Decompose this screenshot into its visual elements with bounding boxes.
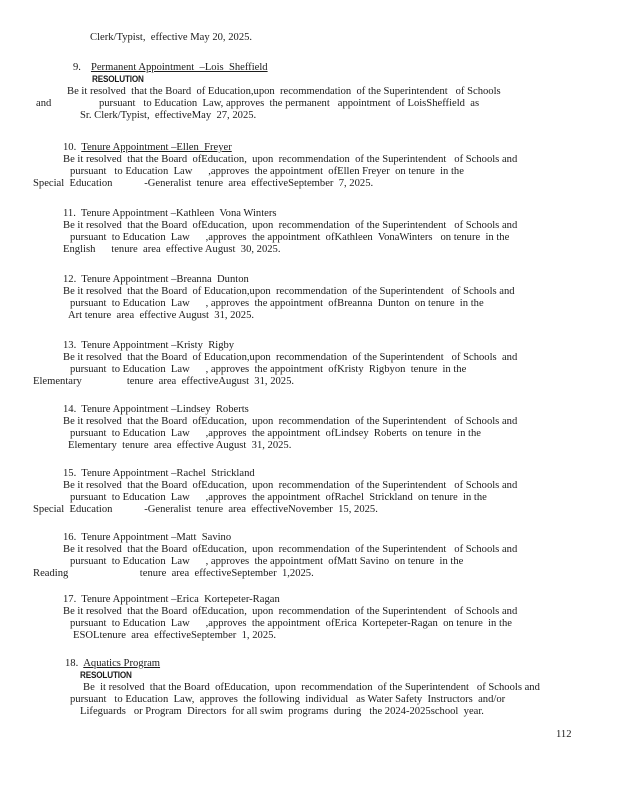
body-line: Be it resolved that the Board ofEducation, upon recommendation of the Superintendent of Schools and [63, 416, 518, 427]
body-line: Be it resolved that the Board of Education,upon recommendation of the Superintendent of Schools [67, 86, 501, 97]
item-18 [0, 658, 618, 718]
body-line: pursuant to Education Law , approves the appointment ofBreanna Dunton on tenure in the [70, 298, 484, 309]
item-13 [0, 340, 618, 388]
item-9-heading [73, 62, 618, 74]
item-12 [0, 274, 618, 322]
item-14 [0, 404, 618, 452]
body-line: Be it resolved that the Board of Education,upon recommendation of the Superintendent of Schools and [63, 286, 515, 297]
item-17-heading [63, 594, 618, 606]
item-title: Aquatics Program [83, 658, 161, 669]
resolution-label: RESOLUTION [80, 670, 132, 681]
body-line: Be it resolved that the Board ofEducation, upon recommendation of the Superintendent of Schools and [63, 220, 518, 231]
item-title: Tenure Appointment –Lindsey Roberts [81, 404, 249, 415]
body-line: and pursuant to Education Law, approves the permanent appointment of LoisSheffield as [36, 98, 480, 109]
body-line: Sr. Clerk/Typist, effectiveMay 27, 2025. [80, 110, 257, 121]
item-number: 18. [65, 658, 79, 669]
item-15 [0, 468, 618, 516]
body-line: pursuant to Education Law , approves the appointment ofKristy Rigbyon tenure in the [70, 364, 467, 375]
carryover-line: Clerk/Typist, effective May 20, 2025. [90, 32, 253, 43]
item-15-heading [63, 468, 618, 480]
body-line: Be it resolved that the Board ofEducation, upon recommendation of the Superintendent of Schools and [83, 682, 540, 693]
item-13-heading [63, 340, 618, 352]
body-line: Be it resolved that the Board of Education,upon recommendation of the Superintendent of Schools and [63, 352, 518, 363]
item-18-heading [65, 658, 618, 670]
item-title: Tenure Appointment –Matt Savino [81, 532, 232, 543]
resolution-label: RESOLUTION [92, 74, 144, 85]
body-line: Special Education -Generalist tenure area effectiveNovember 15, 2025. [33, 504, 378, 515]
body-line: pursuant to Education Law ,approves the appointment ofKathleen VonaWinters on tenure in the [70, 232, 510, 243]
item-number: 15. [63, 468, 77, 479]
item-14-heading [63, 404, 618, 416]
body-line: pursuant to Education Law ,approves the appointment ofEllen Freyer on tenure in the [70, 166, 464, 177]
body-line: pursuant to Education Law ,approves the appointment ofLindsey Roberts on tenure in the [70, 428, 482, 439]
body-line: Be it resolved that the Board ofEducation, upon recommendation of the Superintendent of Schools and [63, 154, 518, 165]
body-line: Special Education -Generalist tenure area effectiveSeptember 7, 2025. [33, 178, 374, 189]
item-title: Tenure Appointment –Erica Kortepeter-Ragan [81, 594, 280, 605]
body-line: ESOLtenure area effectiveSeptember 1, 2025. [73, 630, 277, 641]
item-number: 12. [63, 274, 77, 285]
item-title: Tenure Appointment –Kathleen Vona Winters [80, 208, 277, 219]
body-line: Be it resolved that the Board ofEducation, upon recommendation of the Superintendent of Schools and [63, 606, 518, 617]
body-line: Be it resolved that the Board ofEducation, upon recommendation of the Superintendent of Schools and [63, 480, 518, 491]
item-10 [0, 142, 618, 190]
item-11 [0, 208, 618, 256]
item-title: Tenure Appointment –Kristy Rigby [81, 340, 235, 351]
body-line: English tenure area effective August 30, 2025. [63, 244, 281, 255]
item-number: 13. [63, 340, 77, 351]
item-11-heading [63, 208, 618, 220]
item-17 [0, 594, 618, 642]
body-line: Elementary tenure area effectiveAugust 31, 2025. [33, 376, 295, 387]
item-number: 9. [73, 62, 81, 73]
body-line: pursuant to Education Law, approves the following individual as Water Safety Instructors and/or [70, 694, 506, 705]
body-line: pursuant to Education Law , approves the appointment ofMatt Savino on tenure in the [70, 556, 464, 567]
body-line: Reading tenure area effectiveSeptember 1,2025. [33, 568, 314, 579]
item-number: 16. [63, 532, 77, 543]
item-16 [0, 532, 618, 580]
item-12-heading [63, 274, 618, 286]
item-title: Permanent Appointment –Lois Sheffield [90, 62, 268, 73]
body-line: Be it resolved that the Board ofEducation, upon recommendation of the Superintendent of Schools and [63, 544, 518, 555]
item-10-heading [63, 142, 618, 154]
item-number: 14. [63, 404, 77, 415]
body-line: Art tenure area effective August 31, 2025. [68, 310, 255, 321]
item-title: Tenure Appointment –Breanna Dunton [81, 274, 249, 285]
item-number: 10. [63, 142, 77, 153]
body-line: pursuant to Education Law ,approves the appointment ofErica Kortepeter-Ragan on tenure in the [70, 618, 512, 629]
item-number: 11. [63, 208, 76, 219]
page-number: 112 [556, 729, 572, 740]
item-number: 17. [63, 594, 77, 605]
body-line: Lifeguards or Program Directors for all swim programs during the 2024-2025school year. [80, 706, 484, 717]
item-title: Tenure Appointment –Ellen Freyer [81, 142, 232, 153]
item-title: Tenure Appointment –Rachel Strickland [81, 468, 255, 479]
body-line: pursuant to Education Law ,approves the appointment ofRachel Strickland on tenure in the [70, 492, 487, 503]
item-16-heading [63, 532, 618, 544]
item-9 [0, 62, 618, 122]
body-line: Elementary tenure area effective August 31, 2025. [68, 440, 292, 451]
